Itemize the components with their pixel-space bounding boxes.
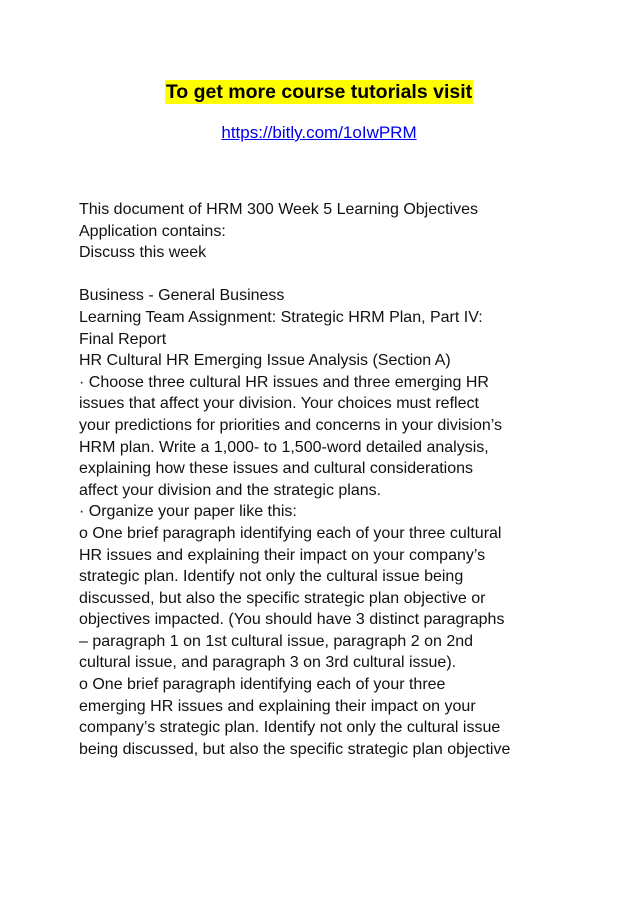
content-line: emerging HR issues and explaining their impact on your	[79, 697, 476, 715]
intro-line: Discuss this week	[79, 244, 207, 262]
tutorial-link[interactable]: https://bitly.com/1oIwPRM	[221, 123, 417, 142]
content-line: objectives impacted. (You should have 3 distinct paragraphs	[79, 611, 505, 629]
document-body	[79, 199, 589, 760]
content-block	[79, 285, 589, 760]
content-line: being discussed, but also the specific strategic plan objective	[79, 740, 511, 758]
intro-line: This document of HRM 300 Week 5 Learning Objectives	[79, 201, 479, 218]
promo-header	[0, 80, 638, 104]
link-line	[0, 122, 638, 144]
content-line: cultural issue, and paragraph 3 on 3rd cultural issue).	[79, 654, 457, 672]
content-line: Final Report	[79, 330, 167, 348]
content-line: HR Cultural HR Emerging Issue Analysis (Section A)	[79, 352, 451, 370]
content-line: HR issues and explaining their impact on your company’s	[79, 546, 486, 564]
content-line: o One brief paragraph identifying each of your three cultural	[79, 524, 502, 542]
content-line: discussed, but also the specific strategic plan objective or	[79, 589, 486, 607]
intro-block	[79, 199, 589, 264]
content-line: · Organize your paper like this:	[79, 503, 297, 521]
content-line: HRM plan. Write a 1,000- to 1,500-word detailed analysis,	[79, 438, 489, 456]
intro-line: Application contains:	[79, 222, 226, 240]
content-line: your predictions for priorities and concerns in your division’s	[79, 416, 503, 434]
content-line: affect your division and the strategic plans.	[79, 481, 382, 499]
content-line: Business - General Business	[79, 287, 285, 305]
content-line: · Choose three cultural HR issues and three emerging HR	[79, 373, 489, 391]
content-line: Learning Team Assignment: Strategic HRM Plan, Part IV:	[79, 308, 483, 326]
content-line: issues that affect your division. Your choices must reflect	[79, 395, 479, 413]
content-line: explaining how these issues and cultural considerations	[79, 460, 474, 478]
content-line: strategic plan. Identify not only the cultural issue being	[79, 568, 464, 586]
promo-text: To get more course tutorials visit	[165, 81, 473, 103]
content-line: o One brief paragraph identifying each of your three	[79, 676, 446, 694]
content-line: – paragraph 1 on 1st cultural issue, paragraph 2 on 2nd	[79, 632, 474, 650]
content-line: company’s strategic plan. Identify not only the cultural issue	[79, 719, 501, 737]
paragraph-gap	[79, 264, 589, 286]
